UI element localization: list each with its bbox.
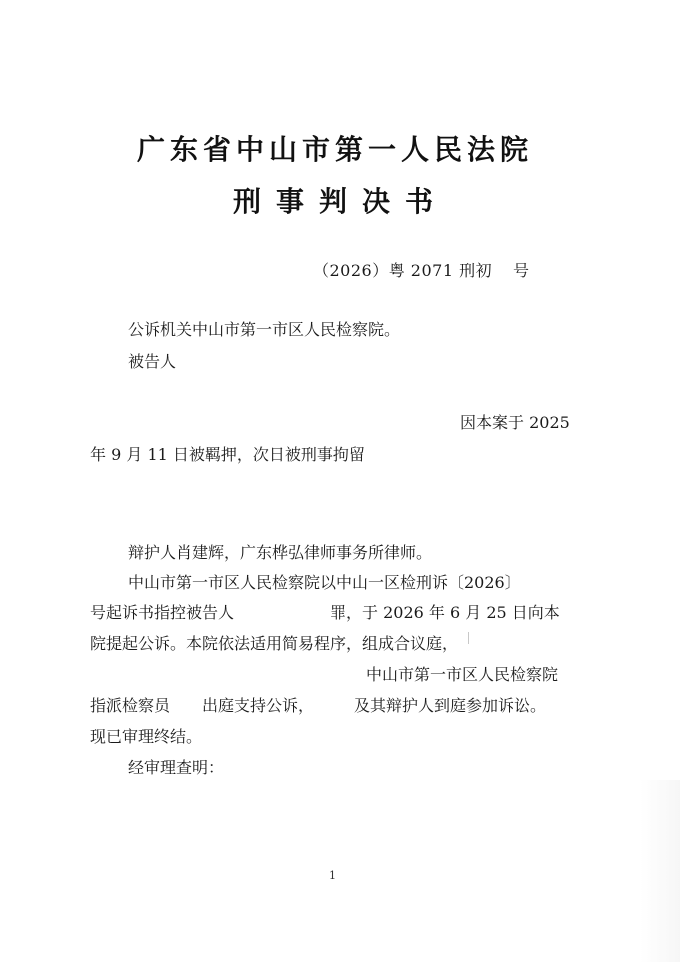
document-type: 刑事判决书 [233, 185, 449, 218]
detention-line-2: 年 9 月 11 日被羁押，次日被刑事拘留 [90, 445, 365, 464]
detention-line-1: 因本案于 2025 [460, 413, 570, 432]
findings-intro: 经审理查明： [128, 758, 225, 777]
proceedings-line-6: 现已审理终结。 [90, 727, 203, 746]
prosecutor-line: 公诉机关中山市第一市区人民检察院。 [128, 320, 401, 339]
scan-edge-shade [640, 780, 680, 962]
proceedings-line-2: 号起诉书指控被告人 罪，于 2026 年 6 月 25 日向本 [90, 603, 560, 622]
proceedings-line-5: 指派检察员 出庭支持公诉， 及其辩护人到庭参加诉讼。 [90, 696, 547, 715]
defender-line: 辩护人肖建辉，广东桦弘律师事务所律师。 [128, 543, 433, 562]
defendant-line: 被告人 [128, 352, 177, 371]
case-number: （2026）粤 2071 刑初 [313, 261, 493, 280]
case-number-suffix: 号 [513, 261, 530, 280]
scan-mark [468, 632, 472, 644]
proceedings-line-3: 院提起公诉。本院依法适用简易程序，组成合议庭， [90, 634, 459, 653]
court-name: 广东省中山市第一人民法院 [137, 133, 534, 166]
proceedings-line-1: 中山市第一市区人民检察院以中山一区检刑诉〔2026〕 [128, 573, 521, 592]
page-number: 1 [329, 869, 336, 882]
proceedings-line-4: 中山市第一市区人民检察院 [366, 665, 559, 684]
